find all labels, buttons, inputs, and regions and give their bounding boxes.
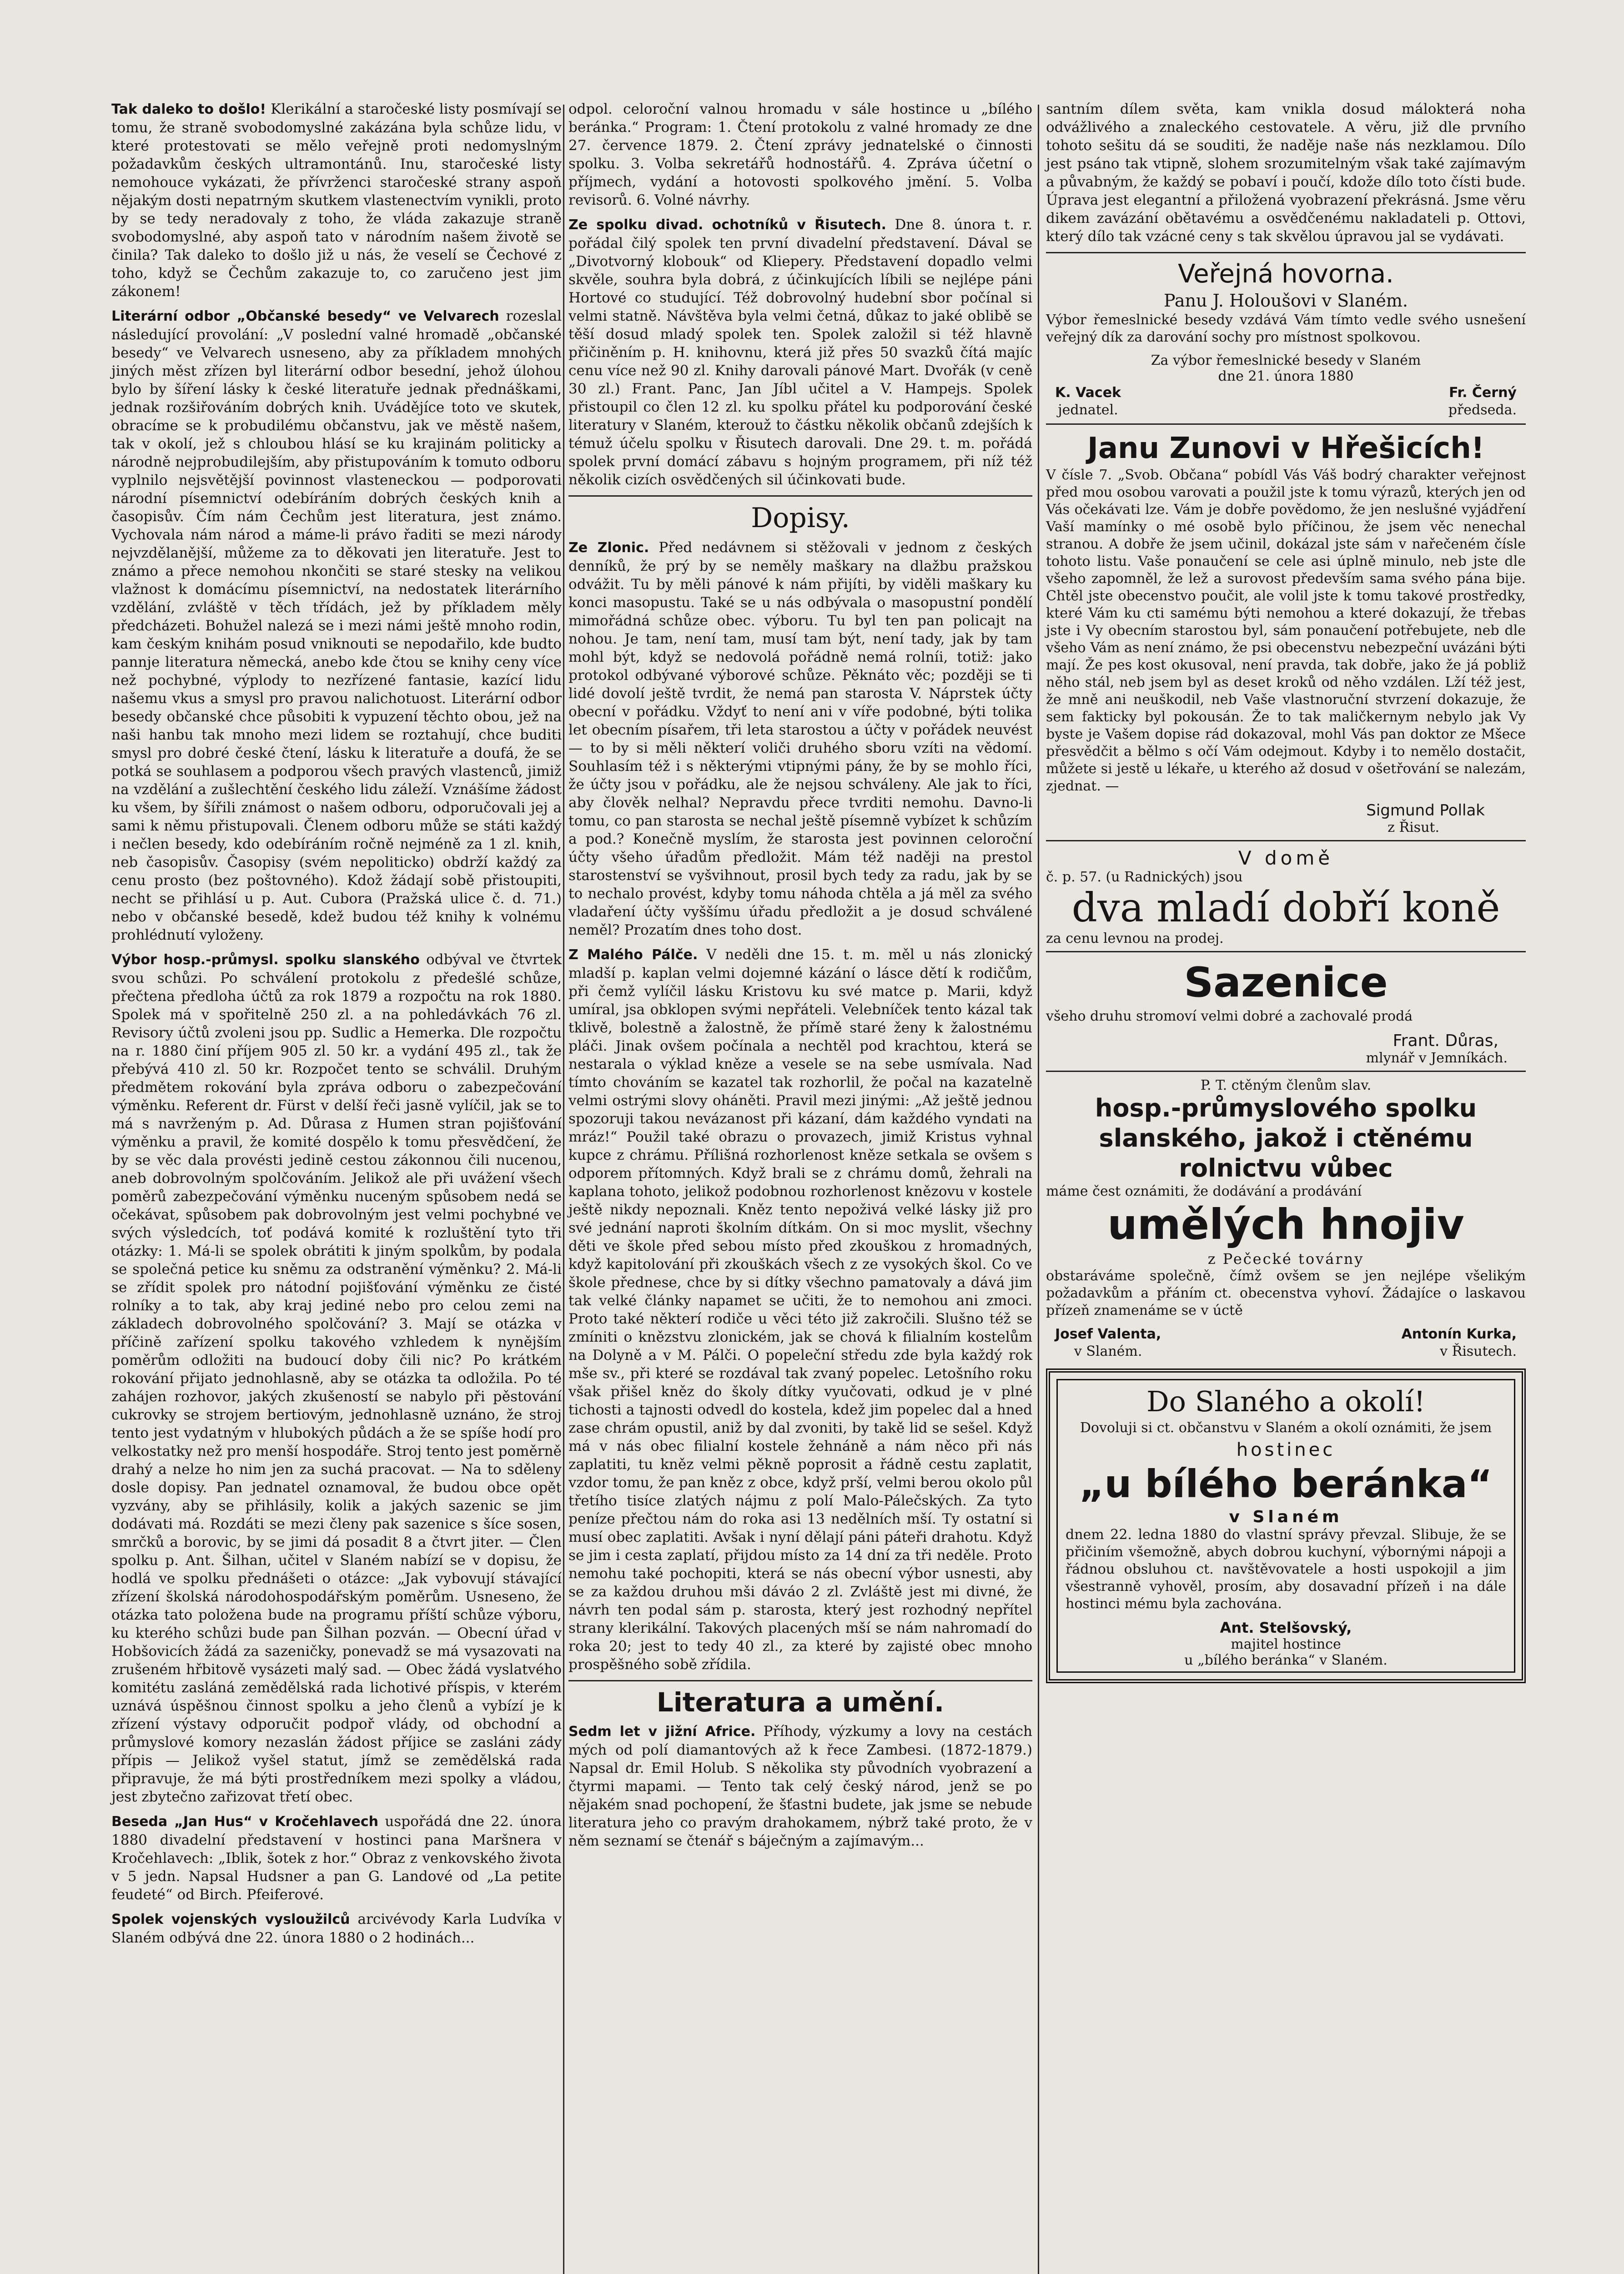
ad-town: v Slaném [1229, 1508, 1343, 1526]
ad-heading: hosp.-průmyslového spolku slanského, jakož i ctěnému rolnictvu vůbec [1095, 1094, 1477, 1182]
ad-address: č. p. 57. (u Radnických) jsou [1046, 869, 1243, 885]
column-rule-1 [563, 105, 564, 2274]
divider [1046, 252, 1526, 253]
notice-verejna-hovorna [1046, 259, 1526, 419]
column-left [111, 100, 562, 1953]
notice-body: V čísle 7. „Svob. Občana“ pobídl Vás Váš bodrý charakter veřejnost před mou osobou varovati a použil jste k tomu výrazů, kterých jen od Vás očekávati lze. Vám je dobře povědomo, že jen neslušné vyjádření Vaší mamínky o mé osobě bylo příčinou, že jsem věc nenechal stranou. A dobře že jsem učinil, dokázal jste sám v nařečeném čísle tohoto listu. Vaše ponaučení se cele asi úplně minulo, neb jste dle všeho zapomněl, že lež a surovost především sama svého pána bije. Chtěl jste obecenstvo poučit, ale volil jste k tomu takové prostředky, které Vám ku cti samému býti nemohou a které dokazují, že třebas jste i Vy obecním starostou byl, sám ponaučení potřebujete, neb dle všeho Vám as není známo, že psi obecenstvu nebezpeční uvázáni býti mají. Že pes kost okusoval, není pravda, tak dobře, jako že já pobliž něho stál, neb jsem byl as deset kroků od něho vzdálen. Lží též jest, že mně ani neuškodil, neb Vaše vlastnoruční stvrzení dokazuje, že sem fakticky byl pokousán. Že to tak maličkernym nebylo jak Vy byste je Vašem dopise rád dokazoval, mohl Vás pan doktor ze Mšece přesvědčit a bělmo s očí Vám odejmout. Kdyby i to nemělo dostačit, můžete si jestě u lékaře, u kterého až dosud v ošetřování se nalezám, zjednat. — [1046, 467, 1526, 794]
letter-ze-zlonic: Ze Zlonic. Před nedávnem si stěžovali v jednom z českých denníků, že prý by se neměly maškary na dlažbu pražskou odvážit. Tu by měli pánové k nám přijíti, by viděli maškary ku konci masopustu. Také se u nás odbývala o masopustní pondělí mimořádná schůze obec. výboru. Tu byl ten pan policajt na nohou. Je tam, není tam, musí tam být, není tady, jak by tam mohl být, když se nedovolá pořádně nemá rolníi, totiž: jako protokol odbývané výborové schůze. Pěknáto věc; později se ti lidé dovolí ještě tvrdit, že nemá pan starosta V. Náprstek účty obecní v pořádku. Vždyť to není ani v víře podobné, býti tolika let obecním písařem, tři leta starostou a účty v pořádek neuvést — to by si měli některí voliči druhého sboru vzíti na vědomí. Souhlasím též i s některými vtipnými pány, že by se mohlo říci, že účty jsou v pořádku, ale že nejsou schváleny. Ale jak to říci, aby člověk nelhal? Nepravdu přece tvrditi nemohu. Davno-li tomu, co pan starosta se nechal ještě písemně vybízet k schůzím a pod.? Konečně myslím, že starosta jest povinnen celoroční účty všeho úřadům předložit. Mám též naději na prestol starostenství se vyšvihnout, prosil bych tedy za radu, jak by se to nechalo provést, kdyby tomu náhoda chtěla a já měl za svého vladaření účty vyššímu úřadu předložit a je dosud schválené neměl? Prozatím dnes toho dost. [568, 539, 1032, 938]
ad-headline: umělých hnojiv [1107, 1200, 1464, 1249]
notice-body: Výbor řemeslnické besedy vzdává Vám tímto vedle svého usnešení veřejný dík za darování sochy pro místnost spolkovou. [1046, 312, 1526, 345]
article-literarni-odbor: Literární odbor „Občanské besedy“ ve Velvarech rozeslal následující provolání: „V poslední valné hromadě „občanské besedy“ ve Velvarech usneseno, aby za příkladem mnohých jiných měst zřízen byl literární odbor besední, jehož úlohou bylo by šíření lásky k české literatuře jednak přednáškami, jednak rozšiřováním dobrých knih. Uvádějíce toto ve skutek, obracíme se k probudilému občanstvu, jak ve městě našem, tak v okolí, jež s chloubou hlásí se ku krajinám politicky a národně nejprobudilejším, aby přistupováním k tomuto odboru vyplnilo nejsvětější povinnost vlasteneckou — podporovati národní písemnictví odebíráním dobrých českých knih a časopisův. Čím nám Čechům jest literatura, jest známo. Vychovala nám národ a máme-li právo řaditi se mezi národy nejvzdělanější, můžeme za to děkovati jen literatuře. Jest to známo a přece nemohou nkončiti se staré stesky na velikou vlažnost k domácímu písemnictví, na nedostatek literárního vzdělání, zvláště v těch třídách, jež by příkladem měly předcházeti. Bohužel nalezá se i mezi námi ještě mnoho rodin, kam českým knihám posud vniknouti se nepodařilo, kde budto pannje literatura německá, anebo kde čtou se knihy ceny více než pochybné, výplody to nezřízené fantasie, kazící lidu našemu vkus a smysl pro pravou nalichotuost. Literární odbor besedy občanské chce působiti k vypuzení těchto obou, jež na naši hanbu tak mnoho mezi lidem se roztahují, chce buditi smysl pro dobré české čtení, lásku k literatuře a doufá, že se potká se souhlasem a podporou všech pravých vlastenců, jimiž na vzdělání a zušlechtění českého lidu záleží. Vznášíme žádost ku všem, by šířili známost o našem odboru, odporučovali jej a sami k němu přistupovali. Členem odboru může se státi každý i nečlen besedy, kdo odebíráním ročně nejméně za 1 zl. knih, neb časopisův. Časopisy (svém nepoliticko) obdrží každý za cenu prosto (bez poštovného). Kdož žádají sobě přistoupiti, necht se přihlásí u p. Aut. Cubora (Pražská ulice č. d. 71.) nebo v občanské besedě, kdež budou též knihy k volnému prohlédnutí vyloženy. [111, 308, 562, 943]
ad-sign-role: majitel hostince [1231, 1636, 1341, 1652]
ad-inn-name: „u bílého beránka“ [1079, 1462, 1493, 1506]
section-title-literatura: Literatura a umění. [656, 1687, 945, 1718]
ad-sign-place: u „bílého beránka“ v Slaném. [1184, 1652, 1388, 1668]
divider [568, 495, 1032, 497]
article-santnim-continued: santním dílem světa, kam vnikla dosud málokterá noha odvážlivého a znaleckého cestovatele. A věru, již dle prvního tohoto sešitu dá se souditi, že naděje naše nás nezklamou. Dílo jest psáno tak vtipně, slohem srozumitelným však také zajímavým a půvabným, že každý se pobaví i poučí, kdože dílo toto čísti bude. Úprava jest elegantní a přiložená vyobrazení překrásná. Jsme věru dikem zavázání obětavému a osvědčenému nakladateli p. Ottovi, který dílo tak vzácné ceny s tak skvělou úpravou jal se vydávati. [1046, 101, 1526, 245]
ad-headline: Do Slaného a okolí! [1146, 1385, 1426, 1418]
divider [1046, 1071, 1526, 1072]
article-beseda-jan-hus: Beseda „Jan Hus“ v Kročehlavech uspořádá dne 22. února 1880 divadelní představení v hostinci pana Maršnera v Kročehlavech: „Iblik, šotek z hor.“ Obraz z venkovského života v 5 jedn. Napsal Hudsner a pan G. Landové od „La petite feudeté“ od Birch. Pfeiferové. [111, 1813, 562, 1903]
ad-source: z Pečecké továrny [1207, 1250, 1364, 1268]
ad-kicker: hostinec [1236, 1439, 1336, 1460]
divider [1046, 840, 1526, 841]
ad-headline: Sazenice [1184, 959, 1388, 1006]
notice-signatures: K. Vacek jednatel. Fr. Černý předseda. [1055, 385, 1517, 418]
ad-headline: dva mladí dobří koně [1071, 884, 1500, 931]
column-right [1046, 100, 1526, 1683]
notice-addressee: Panu J. Holoušovi v Slaném. [1163, 291, 1408, 311]
ad-sazenice [1046, 958, 1526, 1066]
article-spolek-vojenskych: Spolek vojenských vysloužilců arcivévody Karla Ludvíka v Slaném odbývá dne 22. února 1880 o 2 hodinách... [111, 1911, 562, 1946]
notice-title: Janu Zunovi v Hřešicích! [1087, 432, 1484, 465]
ad-signatures: Josef Valenta, v Slaném. Antonín Kurka, v Řisutech. [1055, 1326, 1517, 1359]
divider [568, 1680, 1032, 1681]
notice-committee: Za výbor řemeslnické besedy v Slaném [1151, 352, 1421, 368]
column-middle [568, 100, 1032, 1856]
notice-date: dne 21. února 1880 [1218, 368, 1354, 384]
ad-place: mlynář v Jemníkách. [1366, 1050, 1508, 1066]
ad-hostinec-frame [1046, 1368, 1526, 1683]
section-title-dopisy: Dopisy. [751, 502, 850, 534]
ad-salutation: P. T. ctěným členům slav. [1200, 1077, 1372, 1093]
ad-body: dnem 22. ledna 1880 do vlastní správy převzal. Slibuje, že se přičiním všemožně, abych dobrou kuchyní, výbornými nápoji a řádnou obsluhou ct. navštěvovatele a hosti uspokojil a jim všestranně vyhověl, prosím, aby dosavadní přízeň i na dále hostinci mému byla zachována. [1066, 1527, 1506, 1612]
column-rule-2 [1038, 105, 1039, 2274]
letter-z-maleho-palce: Z Malého Pálče. V neděli dne 15. t. m. měl u nás zlonický mladší p. kaplan velmi dojemné kázání o lásce dětí k rodičům, při čemž vylíčil lásku Kristovu ku své matce p. Marii, když umíral, jsa obklopen svými nepřáteli. Velebníček tento kázal tak tklivě, bolestně a žalostně, že přímě staré ženy k žalostnému pláči. Jinak ovšem počínala a nechtěl pod krachtou, která se nestarala o výklad kněze a vesele se na sebe usmívala. Nad tímto chováním se kazatel tak rozhorlil, že počal na kazatelně velmi ostrými slovy oháněti. Pravil mezi jinými: „Až ještě jednou spozoruji takou nevázanost při kázaní, dám každého vyndati na mráz!“ Použil také obrazu o provazech, jimiž Kristus vyhnal kupce z chrámu. Přílišná rozhorlenost kněze setkala se ovšem s odporem přítomných. Když brali se z chrámu domů, žehrali na kaplana tohoto, jelikož podobnou rozhorlenost knězovu v kostele ještě nikdy nepoznali. Kněz tento nepoživá velké lásky již pro své jednání naproti školním dítkám. On si moc myslit, všechny děti ve škole před sebou místo před zkouškou z hromadných, když kapitolování při zkouškách všech z ze vysokých škol. Co ve škole přednese, chce by si dítky všechno pamatovaly a dává jim tak velké články napamet se učiti, že to nemohou ani zmoci. Proto také některí rodiče u věci této již zakročili. Slušno též se zmíniti o knězstvu zlonickém, jak se chová k filialním kostelům na Dolyně a v M. Pálči. O popeleční středu zde byla každý rok mše sv., při které se rozdával tak zvaný popelec. Letošního roku však přišel kněz do školy dítky vyučovati, odkud je v plné tichosti a tajnosti odvedl do kostela, kdež jim popelec dal a hned zase chrám opustil, aniž by dal zvoniti, by takě lid se sešel. Když má v nás obec filialní kostele žehnáně a nám něco při nás zaplatiti, tu kněz velmi pěkně poprosit a řádně cestu zaplatit, vzdor tomu, že pan kněz z obce, když prší, velmi berou okolo půl třetího tisíce zlatých nájmu z polí Malo-Pálečských. Za tyto peníze přečtou nám do roka asi 13 nedělních mší. Ty ostatní si musí obec zaplatiti. Avšak i nyní dělají páni páteři drahotu. Když se jim i cesta zaplatí, přijdou místo za 14 dní za tři neděle. Proto nemohu také pochopiti, která se nás obecní výbor usnesti, aby se za každou druhou mši dáváo 2 zl. Zvláště jest mi divné, že návrh ten podal sám p. starosta, který jest rozhodný nepřítel strany klerikální. Takových placených mší se nám nahromadí do roka 20; jest to tedy 40 zl., za které by zajisté obec mnoho prospěšného sobě zřídila. [568, 946, 1032, 1673]
ad-subtext: za cenu levnou na prodej. [1046, 931, 1224, 946]
article-tak-daleko: Tak daleko to došlo! Klerikální a staročeské listy posmívají se tomu, že straně svobodomyslné zakázána byla schůze lidu, v které protestovati se mělo veřejně proti nedomyslným požadavkům českých ultramontánů. Inu, staročeské listy nemohouce vykázati, že přívrženci staročeské strany aspoň nějakým dosti nepatrným skutkem vlastenectvím vynikli, proto by se tedy neradovaly z toho, že vláda zakazuje straně svobodomyslné, aby aspoň tato v národním našem životě se činila? Tak daleko to došlo již u nás, že veselí se Čechové z toho, když se Čechům zakazuje to, co zaručeno jest jim zákonem! [111, 101, 562, 300]
ad-body: všeho druhu stromoví velmi dobré a zachovalé prodá [1046, 1008, 1413, 1024]
ad-body: obstaráváme společně, čímž ovšem se jen nejlépe všelikým požadavkům a přáním ct. obecenstva vyhoví. Žádajíce o laskavou přízeň znamenáme se v úctě [1046, 1268, 1526, 1318]
article-vybor-hosp: Výbor hosp.-průmysl. spolku slanského odbýval ve čtvrtek svou schůzi. Po schválení protokolu z předešlé schůze, přečtena předloha účtů za rok 1879 a rozpočtu na rok 1880. Spolek má v spořitelně 250 zl. a na pohledávkách 76 zl. Revisory účtů zvoleni jsou pp. Sudlic a Hemerka. Dle rozpočtu na r. 1880 činí příjem 905 zl. 50 kr. a vydání 495 zl., tak že přebývá 410 zl. 50 kr. Rozpočet tento se schválil. Druhým předmětem rokování byla zpráva odboru o zabezpečování výměnku. Referent dr. Fürst v delší řeči jasně vylíčil, jak se to má s navrženým p. Ad. Důrasa z Humen stran pojišťování výměnku a pravil, že komité dospělo k tomu přesvědčení, že by se věc dala provésti jedině cestou zákonnou čili nucenou, aneb dobrovolným spolčováním. Jelikož ale při uvážení všech poměrů zabezpečování výměnku nuceným spůsobem nedá se očekávat, spůsobem pak dobrovolným jest velmi pochybné ve svých výsledcích, toť podává komité k rozluštění tyto tři otázky: 1. Má-li se spolek obrátiti k jiným spolkům, by podala se společná petice ku sněmu za odstranění výměnku? 2. Má-li se zřídit spolek pro nátodní pojišťování výměnku ze čisté rolníky a to tak, aby kraj jediné nebo pro celou zemi na základech dobrovolného spolčování? 3. Mají se otázka v příčině zařízení spolku takového vzhledem k nynějším poměrům odložiti na budoucí doby čili nic? Po krátkém rokování přijato jednohlasně, aby se otázka ta odložila. Po té zahájen rozhovor, jakých zkušeností se nabylo při pěstování cukrovky se strojem bertiovým, jednohlasně uznáno, že stroj tento jest vydatným v hlubokých půdách a že se spíše hodí pro velkostatky než pro menší hospodáře. Stroj tento jest poměrně drahý a nelze ho nim jen za suchá pracovat. — Na to sděleny dosle dopisy. Pan jednatel oznamoval, že budou obce opět vyzvány, aby se přihlásily, kolik a jakých sazenic se jim dodávati má. Rozdáti se mezi členy pak sazenice s šíce sosen, smrčků a borovic, by se jimi dá posadit 8 a čtvrt jiter. — Člen spolku p. Ant. Šilhan, učitel v Slaném nabízí se v dopisu, že hodlá ve spolku přednášeti o otázce: „Jak vybovují stávající zřízení školská národohospodářským poměrům. Usneseno, že otázka tato položena bude na programu příští schůze výboru, ku kterého schůzi bude pan Šilhan pozván. — Obecní úřad v Hobšovicích žádá za sazeničky, ponevadž se má vysazovati na zrušeném hřbitově vysázeti malý sad. — Obec žádá vyslatvého komitétu zasláná zemědělská rada lichotivé příspis, v kterém uznává úspěšnou činnost spolku a jeho členů a vybízí je k zřízení výstavy odporučit podpoř vlády, od obchodní a průmyslové komory nezaslán žádost příjice se zasláni zády přípis — Jelikož vyšel statut, jímž se zemědělská rada připravuje, že má býti prostředníkem mezi spolky a vládou, jest zbytečno zařizovat třetí obec. [111, 951, 562, 1805]
ad-kicker: V domě [1238, 847, 1334, 869]
notice-signature: Sigmund Pollak [1366, 801, 1485, 820]
article-odpol-continued: odpol. celoroční valnou hromadu v sále hostince u „bílého beránka.“ Program: 1. Čtení protokolu z valné hromady ze dne 27. července 1879. 2. Čtení zprávy jednatelské o činnosti spolku. 3. Volba sekretářů hodnostářů. 4. Zpráva účetní o příjmech, vydání a hotovosti spolkového jmění. 5. Volba revisorů. 6. Volné návrhy. [568, 101, 1032, 208]
notice-place: z Řisut. [1388, 820, 1439, 835]
ad-intro: máme čest oznámiti, že dodávání a prodávání [1046, 1183, 1362, 1199]
article-sedm-let: Sedm let v jižní Africe. Příhody, výzkumy a lovy na cestách mých od polí diamantových až k řece Zambesi. (1872-1879.) Napsal dr. Emil Holub. S několika sty původních vyobrazení a čtyrmi mapami. — Tento tak celý český národ, jenž se po nějakém snad pochopení, že šťastni budete, jak jsme se nebude literatura jeho co pravým drahokamem, nýbrž také proto, že v něm seznamí se čtenář s báječným a zajímavým... [568, 1723, 1032, 1849]
ad-hnojiv [1046, 1077, 1526, 1360]
divider [1046, 423, 1526, 425]
ad-kone [1046, 847, 1526, 946]
article-risutech: Ze spolku divad. ochotníků v Řisutech. Dne 8. února t. r. pořádal čilý spolek ten první divadelní představení. Dával se „Divotvorný klobouk“ od Kliepery. Představení dopadlo velmi skvěle, souhra byla dobrá, z účinkujících líbili se nejlépe páni Hortové co studující. Též dobrovolný hudební sbor počínal si velmi statně. Návštěva byla velmi četná, důkaz to jaké oblibě se těší dosud mladý spolek ten. Spolek založil si též hlavně přičiněním p. H. knihovnu, která již přes 50 svazků čítá majíc cenu více než 90 zl. Knihy darovali pánové Mart. Dvořák (v ceně 30 zl.) Frant. Panc, Jan Jíbl učitel a V. Hampejs. Spolek přistoupil co člen 12 zl. ku spolku přátel ku podporování české literatury v Slaném, kterouž to částku několik občanů zdejších k témuž účelu spolku v Řisutech darovali. Dne 29. t. m. pořádá spolek první domácí zábavu s hojným programem, při níž též několik cizích osvědčených sil účinkovati bude. [568, 216, 1032, 488]
ad-signature: Ant. Stelšovský, [1220, 1619, 1352, 1636]
ad-intro: Dovoluji si ct. občanstvu v Slaném a okolí oznámiti, že jsem [1080, 1420, 1492, 1436]
ad-signature: Frant. Důras, [1393, 1031, 1498, 1050]
notice-janu-zunovi [1046, 430, 1526, 835]
divider [1046, 951, 1526, 952]
notice-title: Veřejná hovorna. [1178, 259, 1394, 289]
